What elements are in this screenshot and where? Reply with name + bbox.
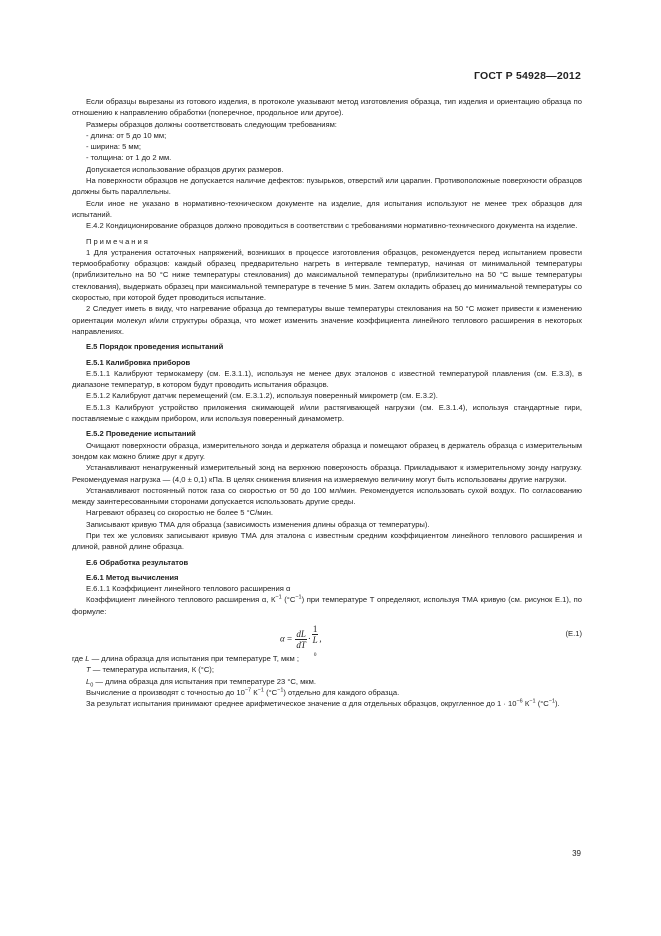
paragraph: Допускается использование образцов других размеров.: [86, 164, 284, 174]
note-1: 1 Для устранения остаточных напряжений, возникших в процессе изготовления образцов, рекомендуется перед испытанием провести термообработку образцов: каждый образец предварительно нагреть в интервале температур, начиная от минимальной температуры (приблизительно на 50 °С ниже температуры стеклования) до максимальной температуры (приблизительно на 50 °С выше температуры стеклования), выдержать образец при максимальной температуре в течение 5 мин. Затем охладить образец до минимальной температуры со скоростью, при которой будет проводиться испытание.: [72, 247, 582, 303]
paragraph: Е.5.1.2 Калибруют датчик перемещений (см. Е.3.1.2), используя поверенный микрометр (см. Е.3.2).: [86, 391, 438, 401]
formula-e1: α = $\frac{dL}{dT}$ · 1 L $_0$ , (Е.1): [280, 624, 582, 658]
subsection-heading: Е.5.2 Проведение испытаний: [86, 429, 196, 439]
paragraph: Е.5.1.1 Калибруют термокамеру (см. Е.3.1.1), используя не менее двух эталонов с известной температурой плавления (см. Е.3.3), в диапазоне температур, в котором будут проводить испытания образцов.: [72, 368, 582, 390]
paragraph: При тех же условиях записывают кривую ТМА для эталона с известным средним коэффициентом линейного теплового расширения и длиной, равной длине образца.: [72, 530, 582, 552]
definition-T: T — температура испытания, К (°С);: [86, 665, 214, 675]
page-number: 39: [572, 849, 581, 858]
subsection-heading: Е.5.1 Калибровка приборов: [86, 357, 191, 367]
paragraph: Е.6.1.1 Коэффициент линейного теплового расширения α: [86, 584, 291, 594]
paragraph: Очищают поверхности образца, измерительного зонда и держателя образца и помещают образец в держатель образца с измерительным зондом как можно ближе друг к другу.: [72, 440, 582, 461]
paragraph: Е.5.1.3 Калибруют устройство приложения сжимающей и/или растягивающей нагрузки (см. Е.3.1.4), используя стандартные гири, поставляемые с каждым прибором, или используя поверенный динамометр.: [72, 402, 582, 424]
paragraph: На поверхности образцов не допускается наличие дефектов: пузырьков, отверстий или царапин. Противоположные поверхности образцов должны быть параллельны.: [72, 176, 582, 197]
paragraph: За результат испытания принимают среднее арифметическое значение α для отдельных образцов, округленное до $1 \cdot 10^{-6}$ $К^{-1}$ $(^\circ С^{-1})$.: [86, 698, 560, 709]
paragraph: Коэффициент линейного теплового расширения α, $К^{-1}$ $(^\circ С^{-1})$ при температуре Т определяют, используя ТМА кривую (см. рисунок Е.1), по формуле:: [72, 594, 582, 616]
paragraph: Е.4.2 Кондиционирование образцов должно проводиться в соответствии с требованиями нормативно-технического документа на изделие.: [86, 221, 578, 231]
paragraph: Записывают кривую ТМА для образца (зависимость изменения длины образца от температуры).: [86, 519, 430, 529]
list-item: - ширина: 5 мм;: [86, 142, 141, 152]
formula-number: (Е.1): [565, 629, 582, 639]
page-body: [72, 96, 582, 710]
paragraph: Устанавливают постоянный поток газа со скоростью от 50 до 100 мл/мин. Рекомендуется использовать сухой воздух. По согласованию между заинтересованными сторонами допускается использовать другие среды.: [72, 485, 582, 507]
section-heading: Е.5 Порядок проведения испытаний: [86, 342, 224, 352]
paragraph: Если образцы вырезаны из готового изделия, в протоколе указывают метод изготовления образца, тип изделия и ориентацию образца по отношению к направлению обработки (поперечное, продольное или другое).: [72, 97, 582, 118]
note-2: 2 Следует иметь в виду, что нагревание образца до температуры выше температуры стеклования на 50 °С может привести к изменению ориентации молекул и/или структуры образца, что может изменить значение коэффициента линейного теплового расширения в некоторых направлениях.: [72, 304, 582, 336]
subsection-heading: Е.6.1 Метод вычисления: [86, 572, 179, 582]
definition-L0: $L_0$ — длина образца для испытания при температуре 23 °С, мкм.: [86, 676, 316, 689]
list-item: - длина: от 5 до 10 мм;: [86, 130, 167, 140]
paragraph: Нагревают образец со скоростью не более 5 °С/мин.: [86, 508, 273, 518]
paragraph: Если иное не указано в нормативно-техническом документе на изделие, для испытания используют не менее трех образцов для испытаний.: [72, 198, 582, 219]
paragraph: Устанавливают ненагруженный измерительный зонд на верхнюю поверхность образца. Прикладывают к измерительному зонду нагрузку. Рекомендуемая нагрузка — (4,0 ± 0,1) кПа. В целях снижения влияния на измеряемую величину могут быть использованы другие нагрузки.: [72, 463, 582, 484]
standard-header: ГОСТ Р 54928—2012: [473, 70, 581, 82]
paragraph: Вычисление α производят с точностью до $10^{-7}$ $К^{-1}$ $(^\circ С^{-1})$ отдельно для каждого образца.: [86, 687, 400, 697]
notes-title: Примечания: [86, 236, 150, 246]
paragraph: Размеры образцов должны соответствовать следующим требованиям:: [86, 119, 337, 129]
list-item: - толщина: от 1 до 2 мм.: [86, 153, 172, 163]
section-heading: Е.6 Обработка результатов: [86, 557, 189, 567]
definition-L: где L — длина образца для испытания при температуре Т, мкм ;: [72, 654, 299, 664]
